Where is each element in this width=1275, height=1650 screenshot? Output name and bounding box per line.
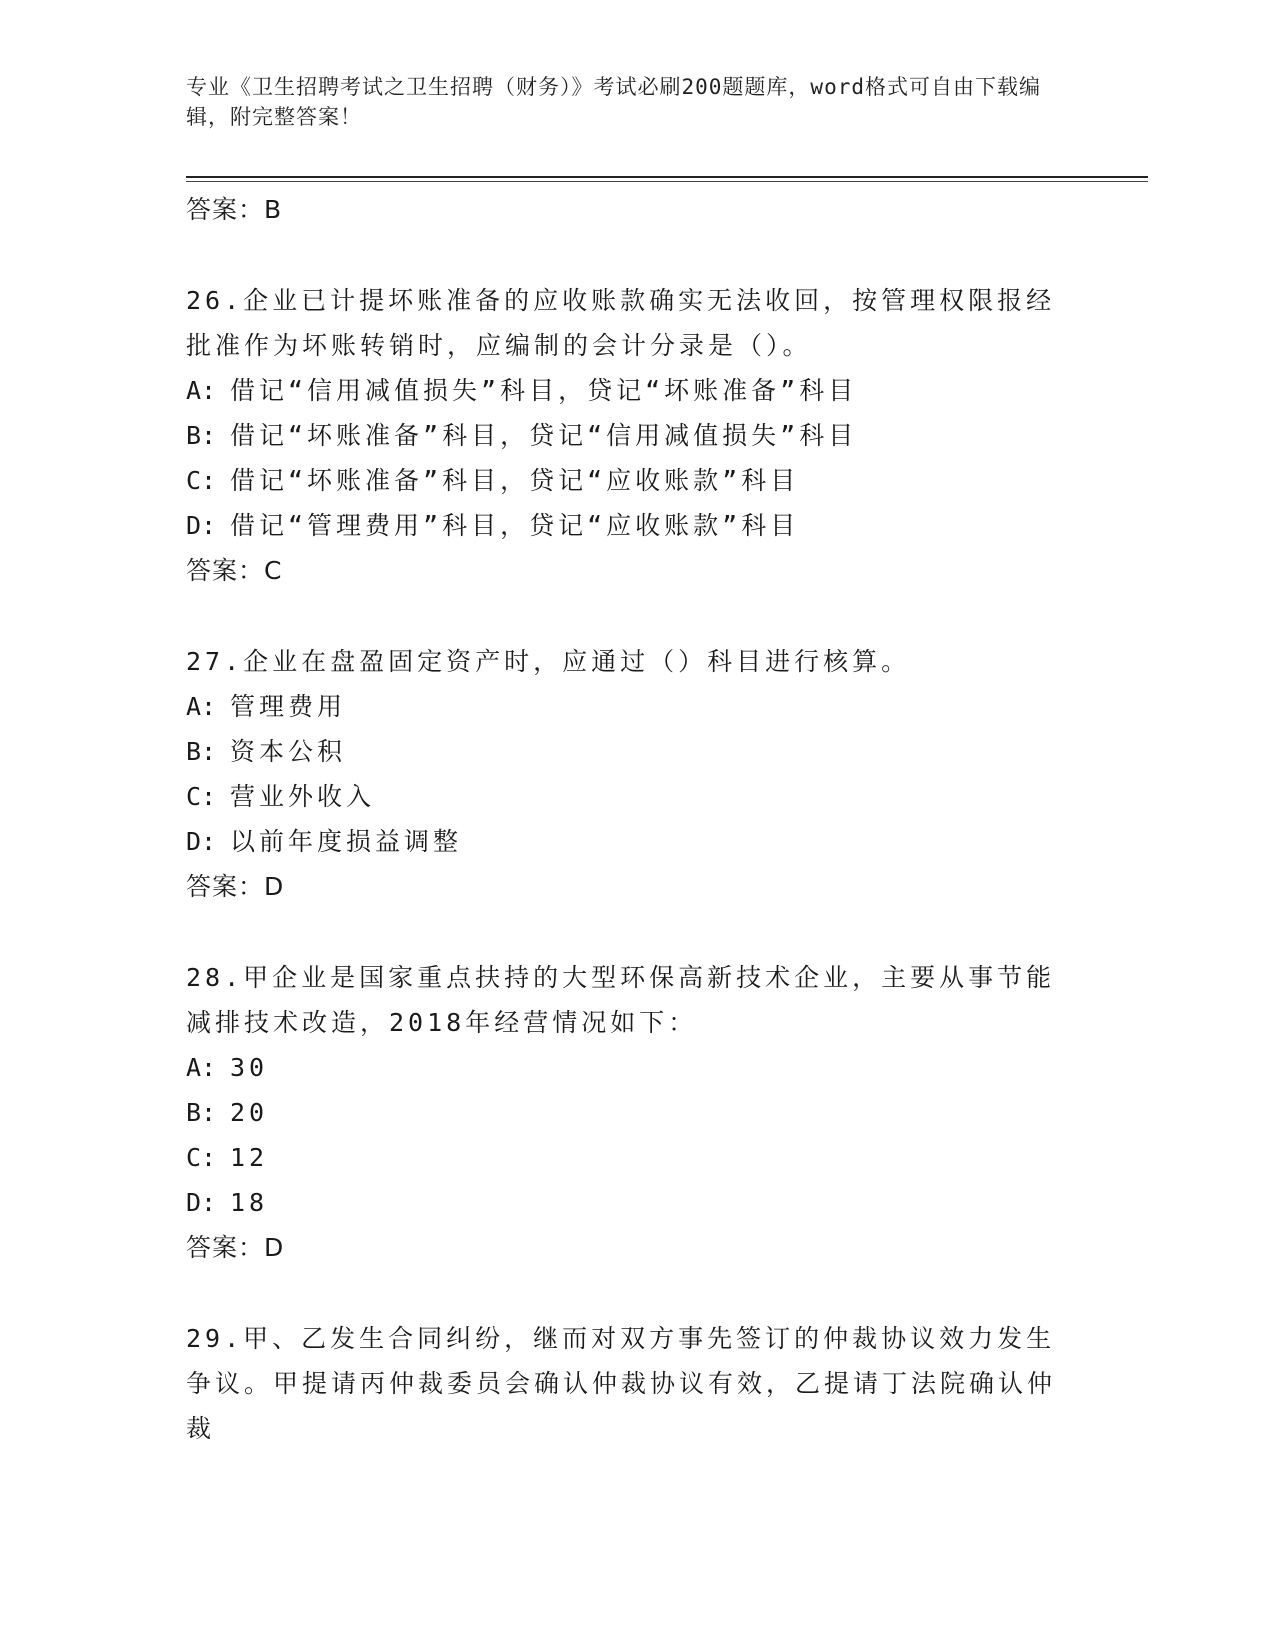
- option-key: B:: [186, 1098, 217, 1127]
- option-key: C:: [186, 1143, 217, 1172]
- option-d: [186, 819, 1086, 864]
- option-text: 借记“坏账准备”科目，贷记“应收账款”科目: [230, 466, 800, 495]
- option-c: [186, 1135, 1086, 1180]
- option-text: 18: [230, 1188, 269, 1217]
- option-text: 资本公积: [230, 737, 347, 766]
- option-a: [186, 684, 1086, 729]
- option-b: [186, 413, 1086, 458]
- answer-label: 答案：D: [186, 1233, 285, 1262]
- option-text: 借记“信用减值损失”科目，贷记“坏账准备”科目: [230, 376, 858, 405]
- option-text: 20: [230, 1098, 269, 1127]
- option-text: 12: [230, 1143, 269, 1172]
- answer-label: 答案：C: [186, 556, 283, 585]
- option-text: 管理费用: [230, 692, 347, 721]
- question-stem: 28.甲企业是国家重点扶持的大型环保高新技术企业，主要从事节能减排技术改造，2018年经营情况如下：: [186, 963, 1056, 1037]
- header-rule-thick: [186, 176, 1148, 178]
- option-b: [186, 1090, 1086, 1135]
- option-key: C:: [186, 466, 217, 495]
- question-block-28: [186, 955, 1086, 1271]
- option-a: [186, 368, 1086, 413]
- question-block-27: [186, 639, 1086, 910]
- option-text: 30: [230, 1053, 269, 1082]
- question-stem: 29.甲、乙发生合同纠纷，继而对双方事先签订的仲裁协议效力发生争议。甲提请丙仲裁委员会确认仲裁协议有效，乙提请丁法院确认仲裁: [186, 1324, 1057, 1443]
- question-block-26: [186, 278, 1086, 594]
- option-text: 借记“坏账准备”科目，贷记“信用减值损失”科目: [230, 421, 858, 450]
- option-key: D:: [186, 511, 217, 540]
- header-rule-thin: [186, 181, 1148, 182]
- option-key: B:: [186, 737, 217, 766]
- option-key: C:: [186, 782, 217, 811]
- question-block-29: [186, 1316, 1086, 1451]
- option-d: [186, 1180, 1086, 1225]
- question-stem: 27.企业在盘盈固定资产时，应通过（）科目进行核算。: [186, 647, 911, 676]
- option-text: 借记“管理费用”科目，贷记“应收账款”科目: [230, 511, 800, 540]
- answer-label: 答案：B: [186, 195, 283, 224]
- answer-label: 答案：D: [186, 872, 285, 901]
- option-d: [186, 503, 1086, 548]
- option-text: 营业外收入: [230, 782, 376, 811]
- option-b: [186, 729, 1086, 774]
- option-key: D:: [186, 827, 217, 856]
- page-header: 专业《卫生招聘考试之卫生招聘（财务）》考试必刷200题题库，word格式可自由下载编辑，附完整答案！: [186, 75, 1041, 129]
- option-key: A:: [186, 376, 217, 405]
- option-key: A:: [186, 1053, 217, 1082]
- option-text: 以前年度损益调整: [230, 827, 463, 856]
- option-key: D:: [186, 1188, 217, 1217]
- option-c: [186, 458, 1086, 503]
- question-stem: 26.企业已计提坏账准备的应收账款确实无法收回，按管理权限报经批准作为坏账转销时，应编制的会计分录是（）。: [186, 286, 1056, 360]
- option-key: B:: [186, 421, 217, 450]
- option-a: [186, 1045, 1086, 1090]
- document-body: [186, 187, 1086, 1451]
- option-c: [186, 774, 1086, 819]
- option-key: A:: [186, 692, 217, 721]
